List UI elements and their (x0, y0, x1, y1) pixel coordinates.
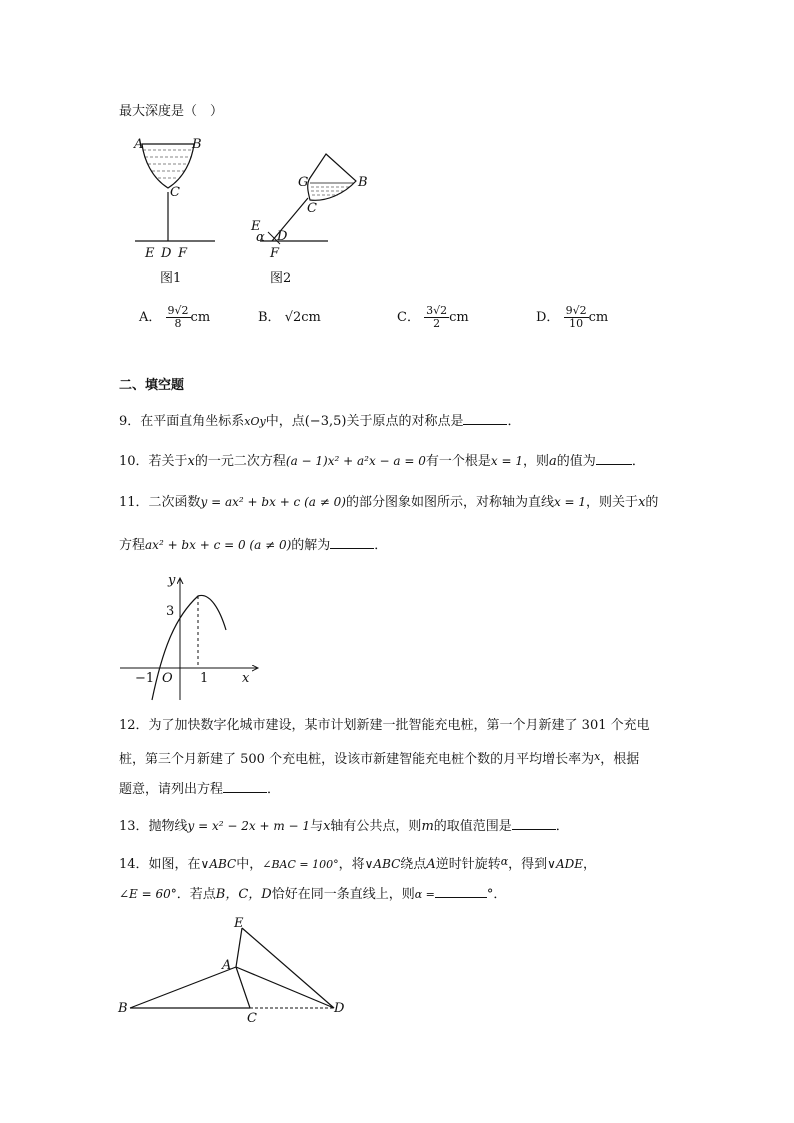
q8-figure-1 (120, 130, 230, 290)
option-c-unit: cm (449, 310, 469, 325)
question-14-line-2: ∠E = 60°．若点B，C，D恰好在同一条直线上，则α = °． (119, 887, 507, 902)
fig2-label-d: D (277, 229, 288, 244)
section-title: 二、填空题 (119, 378, 185, 393)
question-12-line-2: 桩，第三个月新建了 500 个充电桩，设该市新建智能充电桩个数的月平均增长率为$^x$，根据 (119, 750, 640, 767)
q14-triangle-figure (116, 912, 356, 1027)
fig14-label-e: E (234, 916, 244, 931)
answer-blank[interactable] (223, 780, 267, 793)
fig1-label-a: A (134, 137, 144, 152)
option-b (258, 300, 321, 336)
fig14-label-a: A (222, 958, 232, 973)
fig1-label-d: D (161, 246, 172, 261)
fig1-caption: 图1 (160, 271, 182, 286)
q8-stem-tail: 最大深度是（ ） (119, 104, 224, 119)
option-b-expr: √2 (284, 310, 302, 325)
question-12-line-1: 12．为了加快数字化城市建设，某市计划新建一批智能充电桩，第一个月新建了 301 个充电 (119, 718, 650, 733)
fig2-label-b: B (358, 175, 368, 190)
fig1-label-e: E (145, 246, 155, 261)
fig2-label-alpha: α (256, 230, 265, 245)
graph-label-y: y (168, 573, 176, 588)
q8-figure-2 (250, 148, 380, 290)
question-11-line-1: 11．二次函数y = ax² + bx + c (a ≠ 0)的部分图象如图所示，对称轴为直线x = 1，则关于x的 (119, 495, 659, 510)
fig2-label-e: E (251, 219, 261, 234)
fig1-label-f: F (178, 246, 188, 261)
option-a-fraction: $\frac{9√2}{8}$ (167, 304, 189, 330)
question-9: 9．在平面直角坐标系xOy中，点(−3,5)关于原点的对称点是 ． (119, 414, 521, 429)
graph-label-x: x (242, 671, 250, 686)
question-13: 13．抛物线y = x² − 2x + m − 1与x轴有公共点，则m的取值范围是 ． (119, 819, 569, 834)
question-14-line-1: 14．如图，在∨ABC中，∠BAC = 100°，将∨ABC绕点A逆时针旋转$^\alpha$，得到∨ADE， (119, 855, 597, 872)
option-a-unit: cm (190, 310, 211, 325)
graph-label-1: 1 (200, 671, 209, 686)
fig14-label-b: B (118, 1001, 128, 1016)
option-a (139, 300, 210, 336)
fig2-label-c: C (307, 201, 317, 216)
q11-parabola-graph (118, 572, 263, 702)
option-c-fraction: $\frac{3√2}{2}$ (426, 304, 448, 330)
option-d (536, 300, 608, 336)
option-b-letter: B． (258, 310, 281, 325)
answer-blank[interactable] (463, 412, 507, 425)
option-d-letter: D． (536, 310, 560, 325)
fig14-label-c: C (247, 1011, 257, 1026)
fig2-caption: 图2 (270, 271, 292, 286)
fig14-label-d: D (334, 1001, 345, 1016)
graph-label-3: 3 (166, 604, 175, 619)
question-12-line-3: 题意，请列出方程 ． (119, 782, 281, 797)
option-b-unit: cm (301, 310, 321, 325)
question-11-line-2: 方程ax² + bx + c = 0 (a ≠ 0)的解为 ． (119, 538, 388, 553)
answer-blank[interactable] (435, 885, 487, 898)
fig2-label-g: G (298, 175, 309, 190)
fig1-label-c: C (170, 185, 180, 200)
answer-blank[interactable] (596, 452, 632, 465)
answer-blank[interactable] (512, 817, 556, 830)
graph-label-neg1: −1 (135, 671, 155, 686)
option-d-fraction: $\frac{9√2}{10}$ (565, 304, 587, 330)
fig1-label-b: B (192, 137, 202, 152)
graph-label-origin: O (162, 671, 173, 686)
answer-blank[interactable] (330, 536, 374, 549)
option-d-unit: cm (588, 310, 609, 325)
option-a-letter: A． (139, 310, 162, 325)
option-c (397, 300, 469, 336)
fig2-label-f: F (270, 246, 280, 261)
option-c-letter: C． (397, 310, 420, 325)
question-10: 10．若关于x的一元二次方程(a − 1)x² + a²x − a = 0有一个根是x = 1，则a的值为 ． (119, 454, 645, 469)
